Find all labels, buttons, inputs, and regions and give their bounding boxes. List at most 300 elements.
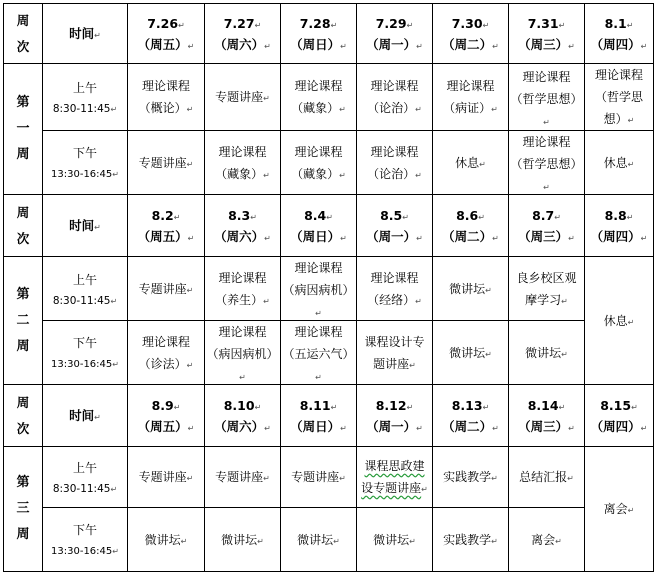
paragraph-mark: ↵ [330, 402, 338, 412]
paragraph-mark: ↵ [186, 360, 194, 370]
paragraph-mark: ↵ [491, 474, 498, 483]
day-header [433, 385, 509, 447]
paragraph-mark: ↵ [186, 474, 194, 483]
morning-row [4, 447, 654, 508]
paragraph-mark: ↵ [330, 20, 338, 30]
paragraph-mark: ↵ [409, 536, 416, 546]
paragraph-mark: ↵ [627, 317, 635, 327]
cell-text: 理论课程 [370, 79, 419, 93]
paragraph-mark: ↵ [315, 373, 322, 382]
cell-text: 理论课程 [294, 325, 343, 339]
session-cell [281, 508, 357, 572]
day-weekday: （周二） [442, 228, 493, 244]
session-cell [128, 508, 205, 572]
afternoon-time: 13:30-16:45 [51, 546, 113, 557]
afternoon-row [4, 131, 654, 195]
session-cell [205, 321, 281, 385]
morning-row [4, 257, 654, 321]
afternoon-slot-cell [43, 131, 128, 195]
day-weekday: （周一） [366, 36, 417, 52]
schedule-body [4, 4, 654, 572]
week-label: 周次 [16, 204, 30, 246]
paragraph-mark: ↵ [187, 233, 195, 243]
time-label: 时间 [69, 408, 95, 423]
day-weekday: （周五） [137, 418, 188, 434]
paragraph-mark: ↵ [415, 105, 422, 114]
session-cell [509, 447, 585, 508]
paragraph-mark: ↵ [626, 20, 634, 30]
cell-text: 理论课程 [141, 334, 190, 349]
paragraph-mark: ↵ [482, 402, 490, 412]
day-header [509, 4, 585, 64]
session-cell [281, 257, 357, 321]
morning-slot-cell [43, 64, 128, 131]
afternoon-slot-cell [43, 321, 128, 385]
day-weekday: （周六） [214, 418, 265, 434]
cell-text: （哲学思想） [510, 157, 583, 171]
paragraph-mark: ↵ [567, 474, 574, 483]
cell-text: （养生） [215, 292, 264, 307]
week-label: 周次 [16, 394, 30, 436]
day-date: 8.11 [299, 397, 331, 413]
paragraph-mark: ↵ [173, 212, 181, 222]
paragraph-mark: ↵ [485, 349, 492, 359]
paragraph-mark: ↵ [254, 20, 262, 30]
session-cell [281, 64, 357, 131]
session-cell [509, 131, 585, 195]
paragraph-mark: ↵ [264, 41, 271, 51]
cell-text: 理论课程 [594, 68, 643, 82]
session-cell [509, 508, 585, 572]
morning-label: 上午 [72, 81, 97, 95]
paragraph-mark: ↵ [561, 349, 568, 359]
cell-text: 理论课程 [294, 261, 343, 275]
paragraph-mark: ↵ [254, 402, 262, 412]
paragraph-mark: ↵ [485, 285, 492, 295]
week-name-cell [4, 257, 43, 385]
day-date: 7.26 [147, 15, 179, 31]
time-label: 时间 [69, 26, 95, 41]
paragraph-mark: ↵ [186, 105, 194, 114]
paragraph-mark: ↵ [568, 423, 575, 433]
day-date: 7.27 [223, 15, 255, 31]
day-date: 7.31 [527, 15, 559, 31]
session-cell [205, 64, 281, 131]
week-name-cell [4, 64, 43, 195]
day-header [433, 4, 509, 64]
session-cell [205, 447, 281, 508]
day-weekday: （周五） [137, 228, 188, 244]
paragraph-mark: ↵ [555, 536, 562, 546]
session-cell [281, 321, 357, 385]
paragraph-mark: ↵ [627, 159, 635, 169]
morning-time: 8:30-11:45 [52, 294, 111, 307]
cell-text: 理论课程 [370, 144, 419, 159]
session-cell [128, 131, 205, 195]
paragraph-mark: ↵ [416, 233, 423, 243]
cell-text: 微讲坛 [449, 345, 486, 360]
day-header [357, 195, 433, 257]
day-header [205, 4, 281, 64]
paragraph-mark: ↵ [112, 170, 119, 179]
day-date: 8.4 [304, 207, 327, 223]
session-cell [585, 131, 654, 195]
week-label-cell [4, 195, 43, 257]
session-cell [357, 321, 433, 385]
paragraph-mark: ↵ [416, 423, 423, 433]
header-row [4, 385, 654, 447]
cell-text: （五运六气） [282, 347, 355, 361]
paragraph-mark: ↵ [421, 485, 428, 494]
session-cell [433, 508, 509, 572]
day-date: 8.6 [456, 207, 479, 223]
paragraph-mark: ↵ [326, 212, 333, 222]
day-header [585, 195, 654, 257]
session-cell [433, 257, 509, 321]
morning-row [4, 64, 654, 131]
session-cell [281, 131, 357, 195]
paragraph-mark: ↵ [187, 423, 195, 433]
afternoon-row [4, 508, 654, 572]
morning-slot-cell [43, 257, 128, 321]
paragraph-mark: ↵ [492, 423, 499, 433]
paragraph-mark: ↵ [415, 296, 422, 306]
paragraph-mark: ↵ [173, 402, 181, 412]
day-weekday: （周二） [442, 36, 493, 52]
paragraph-mark: ↵ [186, 285, 194, 295]
day-header [205, 385, 281, 447]
cell-text: 理论课程 [218, 270, 267, 285]
time-label: 时间 [69, 218, 95, 233]
cell-text: 课程设计专 [364, 334, 425, 349]
day-header [128, 4, 205, 64]
paragraph-mark: ↵ [94, 31, 101, 40]
day-date: 8.15 [600, 397, 632, 413]
paragraph-mark: ↵ [543, 183, 550, 192]
morning-slot-cell [43, 447, 128, 508]
day-weekday: （周三） [518, 36, 569, 52]
schedule-table [3, 3, 654, 572]
afternoon-label: 下午 [72, 523, 97, 537]
cell-text: （病因病机） [282, 283, 355, 297]
paragraph-mark: ↵ [626, 212, 634, 222]
cell-text: 微讲坛 [449, 281, 486, 296]
paragraph-mark: ↵ [627, 506, 635, 515]
merged-session-cell [585, 257, 654, 385]
paragraph-mark: ↵ [110, 485, 118, 494]
session-cell [433, 321, 509, 385]
paragraph-mark: ↵ [627, 116, 635, 125]
paragraph-mark: ↵ [415, 170, 422, 180]
day-date: 8.14 [527, 397, 559, 413]
cell-text: 微讲坛 [221, 532, 258, 547]
paragraph-mark: ↵ [416, 41, 423, 51]
cell-text: （病因病机） [206, 347, 279, 361]
session-cell [205, 131, 281, 195]
paragraph-mark: ↵ [94, 223, 101, 232]
day-date: 8.2 [151, 207, 174, 223]
cell-text: 理论课程 [522, 135, 571, 149]
paragraph-mark: ↵ [339, 474, 346, 483]
paragraph-mark: ↵ [568, 41, 575, 51]
paragraph-mark: ↵ [112, 360, 119, 369]
session-cell [585, 64, 654, 131]
paragraph-mark: ↵ [340, 233, 347, 243]
week-name: 第一周 [16, 95, 30, 162]
cell-text: 休息 [455, 155, 480, 170]
session-cell [357, 508, 433, 572]
paragraph-mark: ↵ [250, 212, 257, 222]
cell-text: 专题讲座 [138, 155, 187, 170]
paragraph-mark: ↵ [263, 296, 270, 306]
paragraph-mark: ↵ [482, 20, 490, 30]
merged-session-cell [585, 447, 654, 572]
cell-text: （藏象） [215, 166, 264, 181]
cell-text: 理论课程 [294, 144, 343, 159]
paragraph-mark: ↵ [187, 41, 195, 51]
session-cell [433, 447, 509, 508]
afternoon-slot-cell [43, 508, 128, 572]
week-name-cell [4, 447, 43, 572]
session-cell [433, 64, 509, 131]
week-name: 第三周 [16, 475, 30, 542]
day-date: 8.7 [532, 207, 555, 223]
session-cell [128, 321, 205, 385]
afternoon-time: 13:30-16:45 [51, 169, 113, 180]
paragraph-mark: ↵ [478, 212, 485, 222]
paragraph-mark: ↵ [315, 309, 322, 318]
cell-text: （病证） [443, 101, 492, 115]
day-header [281, 195, 357, 257]
paragraph-mark: ↵ [402, 212, 409, 222]
afternoon-label: 下午 [72, 146, 97, 160]
cell-text: 题讲座 [373, 356, 410, 371]
day-weekday: （周四） [590, 228, 641, 244]
session-cell [357, 447, 433, 508]
day-header [357, 385, 433, 447]
cell-text: 理论课程 [370, 270, 419, 285]
paragraph-mark: ↵ [479, 159, 486, 169]
paragraph-mark: ↵ [640, 41, 648, 51]
cell-text: 设专题讲座 [361, 481, 422, 495]
session-cell [357, 64, 433, 131]
cell-text: 专题讲座 [291, 470, 340, 484]
cell-text: （概论） [138, 101, 187, 115]
cell-text: 实践教学 [443, 532, 492, 547]
cell-text: （哲学思想） [510, 91, 583, 106]
week-label-cell [4, 385, 43, 447]
cell-text: 微讲坛 [373, 532, 410, 547]
paragraph-mark: ↵ [263, 474, 270, 483]
paragraph-mark: ↵ [264, 233, 271, 243]
day-header [585, 4, 654, 64]
time-label-cell [43, 4, 128, 64]
day-weekday: （周四） [590, 36, 641, 52]
week-label: 周次 [16, 12, 30, 54]
cell-text: 微讲坛 [144, 532, 181, 547]
day-date: 8.9 [151, 397, 174, 413]
paragraph-mark: ↵ [543, 117, 550, 127]
time-label-cell [43, 195, 128, 257]
day-header [509, 385, 585, 447]
day-weekday: （周六） [214, 228, 265, 244]
cell-text: 理论课程 [218, 325, 267, 339]
day-weekday: （周日） [290, 36, 341, 52]
day-weekday: （周日） [290, 418, 341, 434]
paragraph-mark: ↵ [112, 547, 119, 556]
morning-label: 上午 [72, 272, 97, 287]
paragraph-mark: ↵ [640, 233, 648, 243]
week-name: 第二周 [16, 286, 30, 354]
paragraph-mark: ↵ [340, 423, 347, 433]
paragraph-mark: ↵ [561, 296, 568, 306]
morning-time: 8:30-11:45 [52, 103, 111, 115]
paragraph-mark: ↵ [178, 20, 185, 30]
session-cell [357, 131, 433, 195]
cell-text: 摩学习 [525, 292, 562, 307]
paragraph-mark: ↵ [491, 105, 498, 114]
day-header [128, 385, 205, 447]
cell-text: （论治） [367, 101, 416, 115]
day-weekday: （周一） [366, 418, 417, 434]
paragraph-mark: ↵ [492, 233, 499, 243]
paragraph-mark: ↵ [568, 233, 575, 243]
paragraph-mark: ↵ [339, 105, 346, 114]
day-header [357, 4, 433, 64]
paragraph-mark: ↵ [333, 536, 340, 546]
session-cell [205, 508, 281, 572]
cell-text: （论治） [367, 166, 416, 181]
day-weekday: （周五） [137, 36, 188, 52]
paragraph-mark: ↵ [558, 402, 566, 412]
afternoon-label: 下午 [72, 336, 97, 350]
paragraph-mark: ↵ [406, 20, 414, 30]
cell-text: 理论课程 [522, 69, 571, 84]
paragraph-mark: ↵ [340, 41, 347, 51]
paragraph-mark: ↵ [264, 423, 271, 433]
afternoon-time: 13:30-16:45 [51, 359, 113, 370]
day-date: 8.5 [380, 207, 403, 223]
paragraph-mark: ↵ [94, 413, 101, 422]
day-date: 8.3 [228, 207, 251, 223]
day-header [433, 195, 509, 257]
day-date: 7.30 [451, 15, 483, 31]
cell-text: 理论课程 [446, 79, 495, 93]
cell-text: 理论课程 [294, 79, 343, 93]
paragraph-mark: ↵ [239, 373, 246, 382]
paragraph-mark: ↵ [257, 536, 264, 546]
cell-text: 总结汇报 [519, 470, 568, 484]
day-weekday: （周六） [214, 36, 265, 52]
session-cell [433, 131, 509, 195]
paragraph-mark: ↵ [110, 105, 118, 114]
morning-label: 上午 [72, 461, 97, 475]
day-weekday: （周三） [518, 418, 569, 434]
week-label-cell [4, 4, 43, 64]
paragraph-mark: ↵ [110, 296, 118, 306]
day-header [509, 195, 585, 257]
paragraph-mark: ↵ [263, 170, 270, 180]
paragraph-mark: ↵ [491, 536, 498, 546]
header-row [4, 195, 654, 257]
cell-text: 专题讲座 [138, 281, 187, 296]
day-date: 8.13 [451, 397, 483, 413]
cell-text: 课程思政建 [364, 459, 425, 473]
morning-time: 8:30-11:45 [52, 483, 111, 495]
cell-text: 离会 [603, 502, 628, 516]
paragraph-mark: ↵ [554, 212, 561, 222]
session-cell [509, 321, 585, 385]
cell-text: 良乡校区观 [516, 270, 577, 285]
day-header [205, 195, 281, 257]
cell-text: （藏象） [291, 166, 340, 181]
cell-text: 休息 [603, 155, 628, 170]
day-date: 7.28 [299, 15, 331, 31]
session-cell [357, 257, 433, 321]
cell-text: （诊法） [138, 356, 187, 371]
day-weekday: （周四） [590, 418, 641, 434]
paragraph-mark: ↵ [640, 423, 648, 433]
cell-text: 专题讲座 [215, 90, 264, 104]
paragraph-mark: ↵ [339, 170, 346, 180]
day-date: 8.8 [604, 207, 627, 223]
cell-text: 专题讲座 [215, 470, 264, 484]
cell-text: （藏象） [291, 101, 340, 115]
afternoon-row [4, 321, 654, 385]
cell-text: 微讲坛 [297, 532, 334, 547]
day-header [585, 385, 654, 447]
day-header [281, 385, 357, 447]
paragraph-mark: ↵ [631, 402, 638, 412]
cell-text: 专题讲座 [138, 470, 187, 484]
day-weekday: （周日） [290, 228, 341, 244]
cell-text: 离会 [531, 532, 556, 547]
day-weekday: （周一） [366, 228, 417, 244]
paragraph-mark: ↵ [186, 159, 194, 169]
day-date: 8.12 [375, 397, 407, 413]
cell-text: 理论课程 [141, 79, 190, 93]
header-row [4, 4, 654, 64]
paragraph-mark: ↵ [406, 402, 414, 412]
paragraph-mark: ↵ [263, 94, 270, 103]
paragraph-mark: ↵ [492, 41, 499, 51]
cell-text: （哲学思想） [594, 90, 643, 126]
day-date: 8.1 [604, 15, 627, 31]
day-weekday: （周二） [442, 418, 493, 434]
session-cell [509, 64, 585, 131]
day-date: 8.10 [223, 397, 255, 413]
cell-text: 实践教学 [443, 470, 492, 484]
cell-text: 微讲坛 [525, 345, 562, 360]
session-cell [205, 257, 281, 321]
paragraph-mark: ↵ [180, 536, 188, 546]
day-weekday: （周三） [518, 228, 569, 244]
cell-text: 理论课程 [218, 144, 267, 159]
day-date: 7.29 [375, 15, 407, 31]
session-cell [509, 257, 585, 321]
paragraph-mark: ↵ [409, 360, 416, 370]
session-cell [128, 64, 205, 131]
session-cell [128, 447, 205, 508]
cell-text: （经络） [367, 292, 416, 307]
session-cell [128, 257, 205, 321]
day-header [128, 195, 205, 257]
day-header [281, 4, 357, 64]
paragraph-mark: ↵ [558, 20, 566, 30]
session-cell [281, 447, 357, 508]
cell-text: 休息 [603, 313, 628, 328]
time-label-cell [43, 385, 128, 447]
